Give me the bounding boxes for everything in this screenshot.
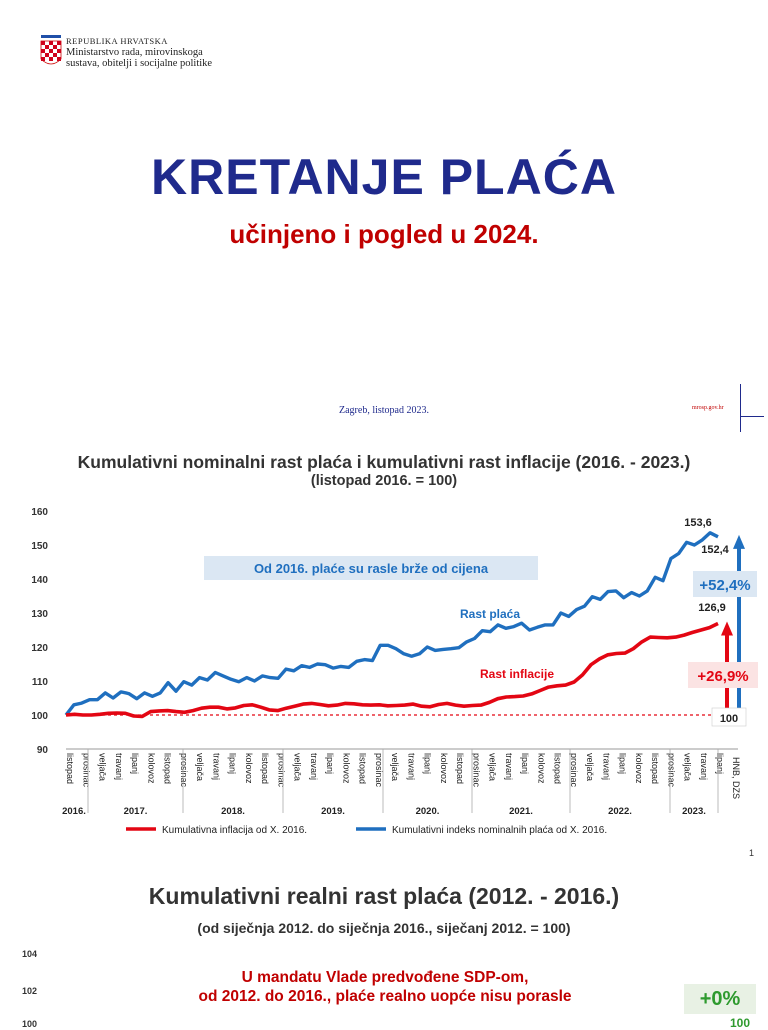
- country-name: REPUBLIKA HRVATSKA: [66, 36, 168, 46]
- x-month-label: kolovoz: [243, 753, 254, 784]
- x-month-label: listopad: [162, 753, 173, 785]
- x-month-label: travanj: [113, 753, 124, 781]
- source-label: HNB, DZS: [731, 757, 741, 800]
- x-month-label: veljača: [97, 753, 108, 782]
- ministry-header: [66, 36, 212, 69]
- y-tick-label: 110: [31, 677, 48, 688]
- chart2-annotation-line1: U mandatu Vlade predvođene SDP-om,: [241, 969, 529, 986]
- chart2-annotation-line2: od 2012. do 2016., plaće realno uopće nisu porasle: [198, 988, 572, 1005]
- x-year-label: 2018.: [221, 806, 245, 817]
- inflation-line: [66, 624, 718, 717]
- x-year-label: 2020.: [415, 806, 440, 817]
- x-month-label: prosinac: [178, 753, 189, 788]
- divider-vertical: [740, 384, 741, 432]
- y-tick-label: 100: [31, 711, 48, 722]
- x-month-label: veljača: [487, 753, 498, 782]
- website-link[interactable]: mrosp.gov.hr: [692, 405, 724, 411]
- wages-growth-label: +52,4%: [699, 577, 751, 594]
- x-month-label: listopad: [260, 753, 270, 785]
- x-month-label: prosinac: [568, 753, 579, 788]
- x-month-label: listopad: [65, 753, 75, 785]
- x-month-label: prosinac: [373, 753, 384, 788]
- inflation-series-label: Rast inflacije: [479, 667, 555, 681]
- cover-subtitle: učinjeno i pogled u 2024.: [229, 219, 539, 249]
- x-month-label: veljača: [390, 753, 400, 782]
- x-month-label: veljača: [682, 753, 693, 782]
- x-month-label: travanj: [601, 753, 612, 781]
- page-number: 1: [749, 848, 755, 858]
- ministry-name-line1: Ministarstvo rada, mirovinskoga: [66, 47, 203, 58]
- divider-horizontal: [740, 416, 764, 417]
- x-month-label: prosinac: [471, 753, 482, 788]
- x-month-label: listopad: [552, 753, 563, 785]
- cover-title: KRETANJE PLAĆA: [151, 149, 617, 205]
- place-date: Zagreb, listopad 2023.: [339, 405, 429, 416]
- x-month-label: kolovoz: [146, 753, 157, 784]
- x-month-label: prosinac: [666, 753, 677, 788]
- x-year-label: 2017.: [123, 806, 148, 817]
- x-month-label: travanj: [698, 753, 709, 781]
- x-year-label: 2023.: [682, 806, 706, 817]
- annotation-text: Od 2016. plaće su rasle brže od cijena: [253, 561, 489, 576]
- wages-growth-arrowhead: [733, 535, 745, 549]
- y-tick-label: 130: [31, 609, 48, 620]
- wages-max-label: 153,6: [684, 517, 712, 529]
- x-month-label: prosinac: [81, 753, 92, 788]
- x-month-label: lipanj: [617, 753, 628, 775]
- x-month-label: listopad: [455, 753, 465, 785]
- x-month-label: kolovoz: [341, 753, 352, 784]
- y-tick-label: 120: [31, 643, 48, 654]
- chart2-ytick-102: 102: [22, 986, 38, 996]
- inflation-growth-arrowhead: [721, 622, 733, 636]
- wages-last-label: 152,4: [701, 544, 729, 556]
- wages-series-label: Rast plaća: [459, 607, 521, 621]
- x-month-label: travanj: [406, 753, 417, 781]
- x-month-label: kolovoz: [438, 753, 449, 784]
- y-tick-label: 150: [31, 541, 48, 552]
- x-month-label: travanj: [211, 753, 222, 781]
- x-month-label: veljača: [292, 753, 303, 782]
- legend-inflation-label: Kumulativna inflacija od X. 2016.: [162, 825, 308, 836]
- croatian-coat-of-arms-icon: [40, 33, 62, 71]
- x-year-label: 2016.: [62, 806, 86, 817]
- x-month-label: kolovoz: [633, 753, 644, 784]
- x-month-label: lipanj: [130, 753, 140, 775]
- chart1-subtitle: (listopad 2016. = 100): [310, 473, 458, 489]
- ministry-name-line2: sustava, obitelji i socijalne politike: [66, 58, 213, 69]
- y-tick-label: 140: [31, 575, 48, 586]
- y-tick-label: 90: [36, 745, 48, 756]
- chart2-end-value: 100: [730, 1016, 751, 1030]
- x-month-label: lipanj: [422, 753, 433, 775]
- reference-label: 100: [719, 713, 739, 725]
- x-month-label: veljača: [195, 753, 205, 782]
- x-month-label: listopad: [650, 753, 660, 785]
- x-month-label: lipanj: [715, 753, 725, 775]
- chart2-ytick-104: 104: [22, 949, 38, 959]
- x-month-label: lipanj: [520, 753, 530, 775]
- y-tick-label: 160: [31, 507, 48, 518]
- x-month-label: travanj: [308, 753, 319, 781]
- chart1-plot: [0, 495, 768, 850]
- x-month-label: lipanj: [227, 753, 238, 775]
- x-month-label: kolovoz: [536, 753, 547, 784]
- chart2-ytick-100: 100: [22, 1019, 38, 1029]
- x-year-label: 2019.: [321, 806, 345, 817]
- x-month-label: prosinac: [276, 753, 287, 788]
- chart2-subtitle: (od siječnja 2012. do siječnja 2016., siječanj 2012. = 100): [197, 920, 571, 936]
- x-year-label: 2021.: [509, 806, 533, 817]
- chart2-growth-badge: +0%: [684, 984, 756, 1014]
- legend-wages-label: Kumulativni indeks nominalnih plaća od X. 2016.: [392, 825, 608, 836]
- x-year-label: 2022.: [608, 806, 632, 817]
- chart1-title: Kumulativni nominalni rast plaća i kumulativni rast inflacije (2016. - 2023.): [77, 452, 691, 472]
- x-month-label: travanj: [503, 753, 514, 781]
- inflation-growth-label: +26,9%: [697, 668, 749, 685]
- inflation-last-label: 126,9: [698, 602, 726, 614]
- chart2-annotation: [120, 968, 650, 1006]
- x-month-label: listopad: [357, 753, 368, 785]
- x-month-label: veljača: [585, 753, 595, 782]
- chart2-title: Kumulativni realni rast plaća (2012. - 2016.): [148, 883, 620, 909]
- x-month-label: lipanj: [325, 753, 335, 775]
